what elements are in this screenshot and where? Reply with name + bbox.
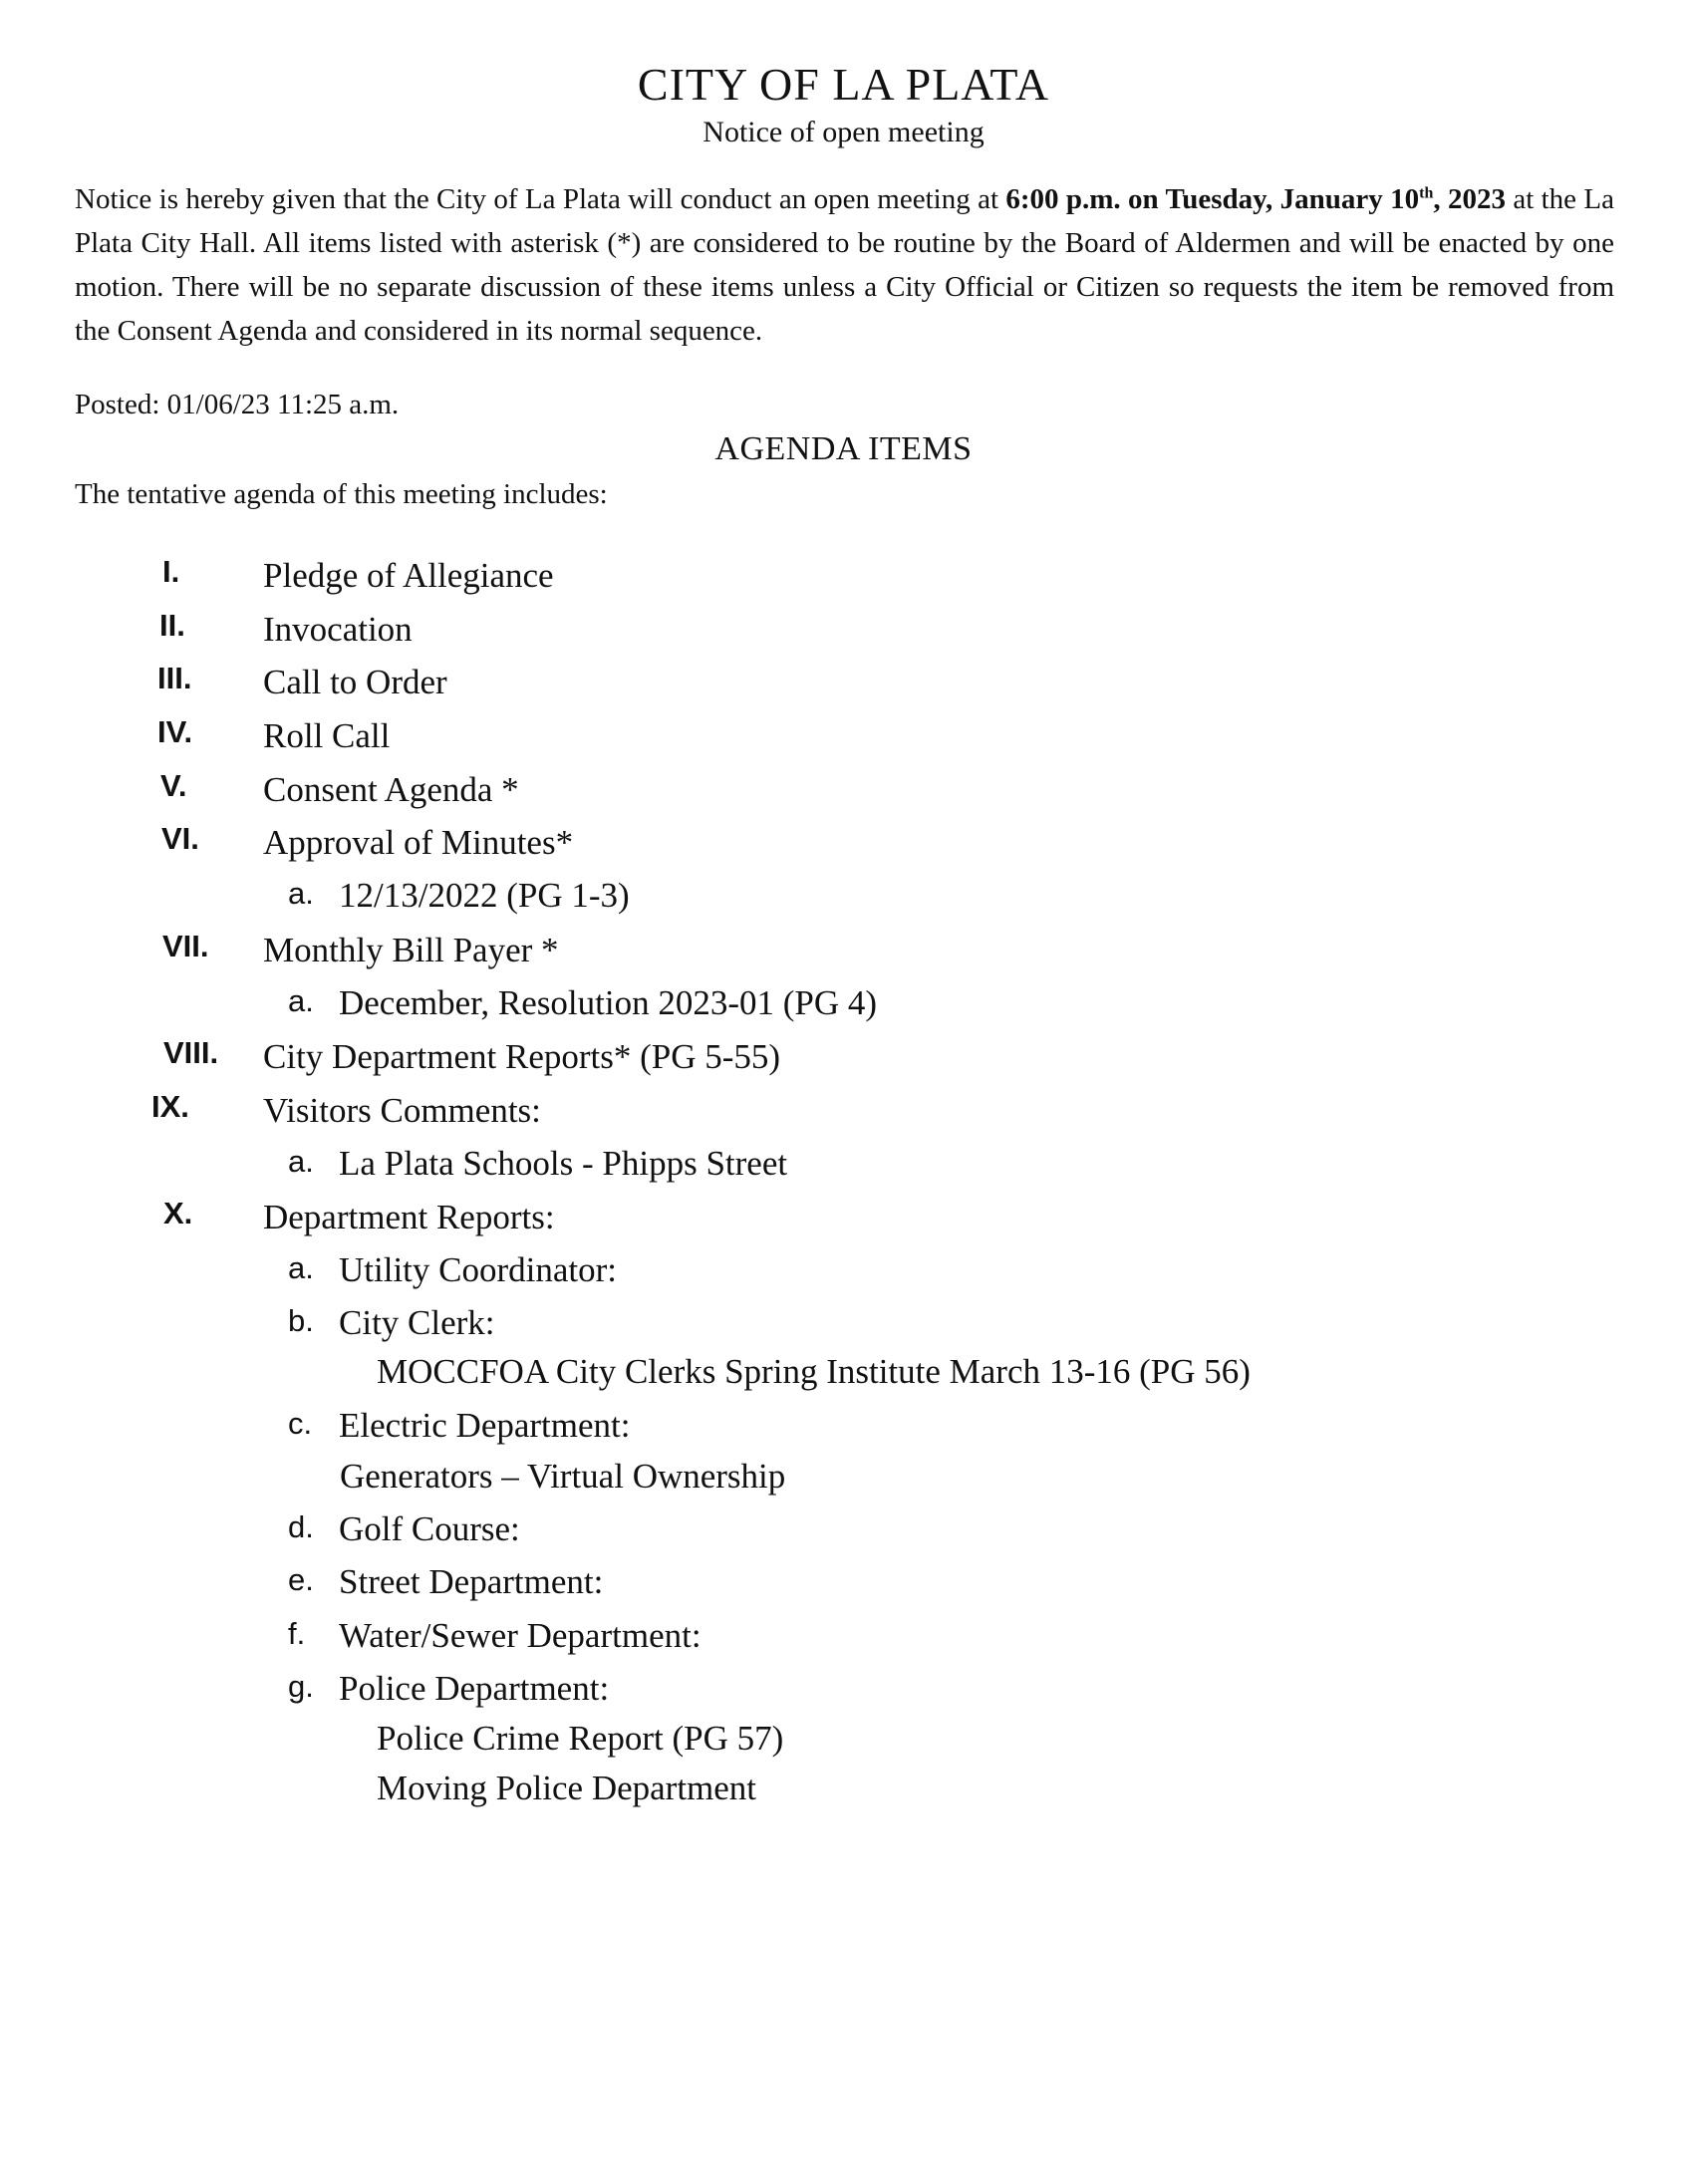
agenda-sub-letter: e.	[288, 1562, 314, 1597]
agenda-sub-letter: f.	[288, 1616, 306, 1651]
agenda-sub-letter: g.	[288, 1669, 314, 1704]
agenda-item-number: X.	[163, 1196, 193, 1230]
agenda-sub-letter: b.	[288, 1303, 314, 1338]
agenda-item-number: VII.	[162, 929, 209, 963]
agenda-item-number: IX.	[151, 1089, 189, 1124]
agenda-sub-detail: Generators – Virtual Ownership	[340, 1457, 786, 1496]
agenda-sub-label: La Plata Schools - Phipps Street	[339, 1144, 788, 1183]
agenda-sub-label: City Clerk:	[339, 1303, 495, 1342]
agenda-intro: The tentative agenda of this meeting includes:	[75, 478, 608, 510]
agenda-sub-letter: c.	[288, 1406, 313, 1441]
agenda-sub-label: 12/13/2022 (PG 1-3)	[339, 876, 630, 915]
agenda-sub-label: Street Department:	[339, 1562, 604, 1601]
agenda-item-number: III.	[157, 661, 192, 695]
agenda-sub-detail: Moving Police Department	[377, 1769, 757, 1807]
agenda-item-number: VIII.	[163, 1035, 219, 1070]
agenda-item-number: IV.	[157, 714, 193, 749]
agenda-sub-label: Utility Coordinator:	[339, 1250, 618, 1289]
agenda-item-label: Approval of Minutes*	[263, 823, 574, 862]
agenda-sub-letter: a.	[288, 983, 314, 1018]
page-subtitle: Notice of open meeting	[703, 116, 984, 148]
agenda-item-label: Consent Agenda *	[263, 770, 519, 809]
agenda-heading: AGENDA ITEMS	[714, 430, 973, 467]
agenda-sub-letter: a.	[288, 1250, 314, 1285]
notice-time: 6:00 p.m. on Tuesday, January 10	[1005, 183, 1420, 215]
agenda-item-label: Pledge of Allegiance	[263, 556, 554, 595]
page-title: CITY OF LA PLATA	[637, 59, 1050, 110]
agenda-item-label: Roll Call	[263, 716, 391, 755]
agenda-sub-label: Golf Course:	[339, 1509, 520, 1548]
notice-text-2: at the La Plata City Hall. All items listed with asterisk (*) are considered to be routine by the Board of Aldermen and will be enacted by one motion. There will be no separate discussion of these items unless a City Official or Citizen so requests the item be removed from the Consent Agenda and considered in its normal sequence.	[75, 183, 1614, 347]
notice-paragraph	[75, 177, 1614, 353]
agenda-sub-label: Electric Department:	[339, 1406, 631, 1445]
agenda-sub-detail: Police Crime Report (PG 57)	[377, 1719, 784, 1758]
posted-timestamp: Posted: 01/06/23 11:25 a.m.	[75, 389, 400, 420]
agenda-item-number: I.	[162, 554, 180, 589]
notice-text-1: Notice is hereby given that the City of La Plata will conduct an open meeting at	[75, 183, 1006, 215]
agenda-sub-label: Water/Sewer Department:	[339, 1616, 702, 1655]
agenda-sub-letter: a.	[288, 876, 314, 911]
agenda-item-number: V.	[160, 768, 187, 803]
notice-comma: ,	[1433, 183, 1441, 215]
agenda-item-label: Department Reports:	[263, 1198, 555, 1236]
notice-year: 2023	[1447, 183, 1506, 215]
agenda-sub-letter: d.	[288, 1509, 314, 1544]
agenda-sub-label: Police Department:	[339, 1669, 610, 1708]
agenda-item-label: Visitors Comments:	[263, 1091, 541, 1130]
agenda-item-label: City Department Reports* (PG 5-55)	[263, 1037, 781, 1076]
agenda-item-number: VI.	[161, 821, 199, 856]
agenda-item-label: Invocation	[263, 610, 413, 649]
agenda-sub-detail: MOCCFOA City Clerks Spring Institute March 13-16 (PG 56)	[377, 1352, 1251, 1391]
agenda-sub-letter: a.	[288, 1144, 314, 1179]
notice-date-suffix: th	[1419, 184, 1434, 202]
agenda-item-number: II.	[159, 608, 185, 643]
agenda-item-label: Monthly Bill Payer *	[263, 931, 559, 969]
agenda-item-label: Call to Order	[263, 663, 447, 701]
agenda-sub-label: December, Resolution 2023-01 (PG 4)	[339, 983, 878, 1022]
